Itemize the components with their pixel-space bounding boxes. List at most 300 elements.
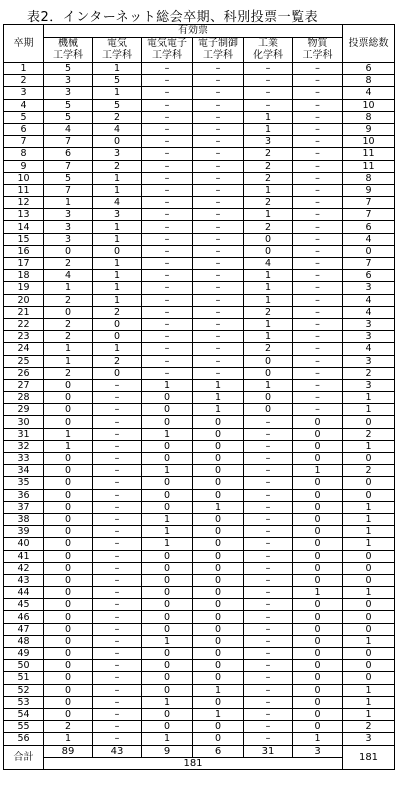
row-total-cell: 1 bbox=[343, 696, 395, 708]
vote-cell: 0 bbox=[44, 526, 93, 538]
table-row bbox=[4, 306, 395, 318]
vote-cell: 0 bbox=[142, 562, 193, 574]
row-total-cell: 3 bbox=[343, 355, 395, 367]
vote-cell: 0 bbox=[44, 684, 93, 696]
vote-cell: 0 bbox=[193, 623, 244, 635]
vote-cell: – bbox=[93, 733, 142, 745]
vote-cell: 0 bbox=[293, 708, 343, 720]
vote-cell: – bbox=[142, 160, 193, 172]
term-cell: 24 bbox=[4, 343, 44, 355]
vote-cell: 5 bbox=[44, 172, 93, 184]
vote-cell: – bbox=[142, 294, 193, 306]
vote-cell: 0 bbox=[293, 477, 343, 489]
vote-cell: 0 bbox=[142, 501, 193, 513]
term-cell: 3 bbox=[4, 87, 44, 99]
vote-cell: – bbox=[293, 355, 343, 367]
vote-cell: 0 bbox=[93, 136, 142, 148]
vote-cell: 1 bbox=[142, 733, 193, 745]
vote-cell: 2 bbox=[244, 172, 293, 184]
vote-cell: 0 bbox=[293, 489, 343, 501]
row-total-cell: 3 bbox=[343, 379, 395, 391]
row-total-cell: 1 bbox=[343, 635, 395, 647]
table-row bbox=[4, 233, 395, 245]
row-total-cell: 0 bbox=[343, 489, 395, 501]
vote-cell: 0 bbox=[44, 306, 93, 318]
row-total-cell: 0 bbox=[343, 574, 395, 586]
vote-cell: 0 bbox=[142, 489, 193, 501]
vote-cell: 0 bbox=[293, 428, 343, 440]
row-total-cell: 4 bbox=[343, 343, 395, 355]
vote-cell: 0 bbox=[193, 721, 244, 733]
table-row bbox=[4, 660, 395, 672]
vote-cell: – bbox=[93, 672, 142, 684]
term-cell: 14 bbox=[4, 221, 44, 233]
row-total-cell: 6 bbox=[343, 63, 395, 75]
vote-cell: 0 bbox=[44, 513, 93, 525]
row-total-cell: 2 bbox=[343, 721, 395, 733]
vote-cell: – bbox=[244, 538, 293, 550]
term-cell: 29 bbox=[4, 404, 44, 416]
vote-cell: 0 bbox=[293, 623, 343, 635]
vote-cell: 0 bbox=[44, 599, 93, 611]
total-cell: 6 bbox=[193, 745, 244, 757]
table-title: 表2．インターネット総会卒期、科別投票一覧表 bbox=[27, 10, 319, 25]
header-dept bbox=[142, 38, 193, 63]
vote-cell: – bbox=[244, 465, 293, 477]
vote-cell: – bbox=[93, 635, 142, 647]
vote-cell: 0 bbox=[142, 587, 193, 599]
vote-cell: – bbox=[193, 184, 244, 196]
vote-cell: 0 bbox=[44, 611, 93, 623]
header-dept-line2: 工学科 bbox=[152, 50, 182, 61]
vote-cell: 0 bbox=[293, 416, 343, 428]
table-row bbox=[4, 209, 395, 221]
vote-cell: – bbox=[293, 282, 343, 294]
vote-cell: – bbox=[193, 282, 244, 294]
vote-cell: 0 bbox=[142, 660, 193, 672]
vote-cell: – bbox=[244, 672, 293, 684]
vote-cell: 1 bbox=[93, 294, 142, 306]
table-row bbox=[4, 111, 395, 123]
vote-cell: 1 bbox=[44, 343, 93, 355]
total-cell: 43 bbox=[93, 745, 142, 757]
vote-cell: 4 bbox=[44, 123, 93, 135]
table-row bbox=[4, 343, 395, 355]
table-row bbox=[4, 538, 395, 550]
vote-cell: 3 bbox=[93, 209, 142, 221]
vote-cell: – bbox=[93, 428, 142, 440]
vote-cell: 1 bbox=[244, 331, 293, 343]
row-total-cell: 7 bbox=[343, 258, 395, 270]
term-cell: 2 bbox=[4, 75, 44, 87]
term-cell: 44 bbox=[4, 587, 44, 599]
vote-cell: 5 bbox=[44, 99, 93, 111]
vote-cell: 1 bbox=[293, 587, 343, 599]
vote-cell: – bbox=[244, 648, 293, 660]
vote-cell: 4 bbox=[244, 258, 293, 270]
vote-cell: 0 bbox=[142, 453, 193, 465]
vote-cell: – bbox=[244, 87, 293, 99]
vote-cell: 3 bbox=[244, 136, 293, 148]
vote-cell: – bbox=[293, 404, 343, 416]
table-row bbox=[4, 587, 395, 599]
vote-cell: 1 bbox=[142, 428, 193, 440]
row-total-cell: 1 bbox=[343, 526, 395, 538]
header-dept bbox=[293, 38, 343, 63]
vote-cell: – bbox=[93, 611, 142, 623]
table-row bbox=[4, 696, 395, 708]
term-cell: 28 bbox=[4, 392, 44, 404]
vote-cell: 0 bbox=[142, 599, 193, 611]
row-total-cell: 0 bbox=[343, 672, 395, 684]
vote-cell: 0 bbox=[44, 392, 93, 404]
vote-cell: 2 bbox=[44, 294, 93, 306]
row-total-cell: 0 bbox=[343, 453, 395, 465]
vote-cell: 1 bbox=[93, 172, 142, 184]
vote-cell: 2 bbox=[44, 258, 93, 270]
vote-cell: – bbox=[244, 733, 293, 745]
vote-cell: – bbox=[93, 404, 142, 416]
vote-cell: 0 bbox=[193, 660, 244, 672]
term-cell: 19 bbox=[4, 282, 44, 294]
vote-cell: 0 bbox=[293, 696, 343, 708]
table-row bbox=[4, 721, 395, 733]
vote-cell: – bbox=[293, 245, 343, 257]
term-cell: 18 bbox=[4, 270, 44, 282]
vote-cell: – bbox=[93, 392, 142, 404]
vote-cell: 4 bbox=[93, 123, 142, 135]
vote-cell: 0 bbox=[44, 708, 93, 720]
row-total-cell: 3 bbox=[343, 331, 395, 343]
row-total-cell: 9 bbox=[343, 123, 395, 135]
vote-cell: – bbox=[244, 513, 293, 525]
vote-cell: – bbox=[193, 209, 244, 221]
term-cell: 5 bbox=[4, 111, 44, 123]
vote-cell: – bbox=[293, 343, 343, 355]
table-row bbox=[4, 733, 395, 745]
vote-cell: – bbox=[244, 477, 293, 489]
vote-cell: 3 bbox=[44, 75, 93, 87]
table-row bbox=[4, 184, 395, 196]
vote-cell: – bbox=[93, 587, 142, 599]
vote-cell: – bbox=[142, 221, 193, 233]
table-row bbox=[4, 318, 395, 330]
vote-cell: – bbox=[193, 306, 244, 318]
vote-cell: 2 bbox=[44, 367, 93, 379]
term-cell: 39 bbox=[4, 526, 44, 538]
vote-cell: 5 bbox=[44, 63, 93, 75]
table-row bbox=[4, 331, 395, 343]
vote-cell: – bbox=[293, 270, 343, 282]
table-row bbox=[4, 294, 395, 306]
total-cell: 9 bbox=[142, 745, 193, 757]
vote-cell: 0 bbox=[293, 538, 343, 550]
vote-cell: 0 bbox=[142, 416, 193, 428]
header-dept bbox=[244, 38, 293, 63]
vote-cell: 0 bbox=[142, 684, 193, 696]
vote-cell: 1 bbox=[93, 63, 142, 75]
vote-cell: 0 bbox=[142, 672, 193, 684]
table-row bbox=[4, 477, 395, 489]
table-row bbox=[4, 258, 395, 270]
vote-cell: – bbox=[244, 708, 293, 720]
header-valid-group: 有効票 bbox=[44, 25, 343, 38]
row-total-cell: 10 bbox=[343, 99, 395, 111]
vote-cell: 1 bbox=[44, 197, 93, 209]
term-cell: 12 bbox=[4, 197, 44, 209]
vote-cell: 0 bbox=[44, 648, 93, 660]
valid-sum: 181 bbox=[44, 757, 343, 769]
vote-cell: 0 bbox=[44, 672, 93, 684]
row-total-cell: 1 bbox=[343, 538, 395, 550]
term-cell: 11 bbox=[4, 184, 44, 196]
vote-cell: 1 bbox=[293, 733, 343, 745]
vote-cell: 0 bbox=[193, 587, 244, 599]
vote-cell: – bbox=[244, 63, 293, 75]
vote-cell: 5 bbox=[44, 111, 93, 123]
row-total-cell: 2 bbox=[343, 428, 395, 440]
vote-cell: 0 bbox=[193, 538, 244, 550]
term-cell: 30 bbox=[4, 416, 44, 428]
vote-cell: – bbox=[142, 258, 193, 270]
vote-cell: 0 bbox=[293, 501, 343, 513]
vote-cell: – bbox=[142, 233, 193, 245]
vote-cell: – bbox=[93, 648, 142, 660]
vote-cell: 0 bbox=[293, 611, 343, 623]
vote-cell: 0 bbox=[93, 245, 142, 257]
vote-cell: – bbox=[93, 477, 142, 489]
table-row bbox=[4, 87, 395, 99]
vote-cell: – bbox=[93, 453, 142, 465]
vote-cell: 1 bbox=[93, 184, 142, 196]
vote-cell: 0 bbox=[193, 733, 244, 745]
row-total-cell: 1 bbox=[343, 708, 395, 720]
vote-cell: 0 bbox=[193, 599, 244, 611]
vote-cell: 0 bbox=[44, 538, 93, 550]
row-total-cell: 10 bbox=[343, 136, 395, 148]
table-row bbox=[4, 440, 395, 452]
vote-cell: – bbox=[193, 318, 244, 330]
vote-cell: – bbox=[193, 111, 244, 123]
vote-cell: – bbox=[193, 136, 244, 148]
term-cell: 49 bbox=[4, 648, 44, 660]
vote-cell: 1 bbox=[142, 696, 193, 708]
vote-cell: – bbox=[142, 331, 193, 343]
vote-cell: – bbox=[142, 209, 193, 221]
header-dept-line1: 機械 bbox=[58, 38, 78, 49]
vote-cell: – bbox=[142, 136, 193, 148]
vote-cell: – bbox=[193, 331, 244, 343]
row-total-cell: 3 bbox=[343, 733, 395, 745]
vote-cell: 1 bbox=[193, 501, 244, 513]
vote-cell: 0 bbox=[193, 453, 244, 465]
row-total-cell: 1 bbox=[343, 513, 395, 525]
vote-cell: 1 bbox=[244, 318, 293, 330]
vote-cell: 1 bbox=[193, 684, 244, 696]
vote-cell: 0 bbox=[142, 574, 193, 586]
total-cell: 89 bbox=[44, 745, 93, 757]
term-cell: 33 bbox=[4, 453, 44, 465]
vote-cell: 0 bbox=[44, 379, 93, 391]
vote-cell: 1 bbox=[244, 184, 293, 196]
vote-cell: 4 bbox=[44, 270, 93, 282]
vote-cell: 0 bbox=[293, 648, 343, 660]
table-row bbox=[4, 123, 395, 135]
vote-cell: – bbox=[142, 172, 193, 184]
vote-cell: – bbox=[244, 562, 293, 574]
vote-cell: – bbox=[293, 148, 343, 160]
vote-cell: 1 bbox=[142, 379, 193, 391]
term-cell: 15 bbox=[4, 233, 44, 245]
table-row bbox=[4, 708, 395, 720]
table-row bbox=[4, 489, 395, 501]
vote-cell: – bbox=[93, 684, 142, 696]
row-total-cell: 0 bbox=[343, 562, 395, 574]
table-row bbox=[4, 282, 395, 294]
row-total-cell: 0 bbox=[343, 477, 395, 489]
vote-cell: 3 bbox=[44, 87, 93, 99]
vote-cell: 1 bbox=[142, 538, 193, 550]
vote-cell: 1 bbox=[142, 526, 193, 538]
table-row bbox=[4, 513, 395, 525]
vote-cell: 1 bbox=[244, 294, 293, 306]
vote-table bbox=[3, 24, 395, 770]
row-total-cell: 4 bbox=[343, 294, 395, 306]
table-row bbox=[4, 221, 395, 233]
header-dept-line2: 工学科 bbox=[102, 50, 132, 61]
table-row bbox=[4, 428, 395, 440]
vote-cell: – bbox=[93, 440, 142, 452]
vote-cell: – bbox=[244, 635, 293, 647]
term-cell: 9 bbox=[4, 160, 44, 172]
vote-cell: 1 bbox=[244, 282, 293, 294]
vote-cell: 2 bbox=[244, 148, 293, 160]
term-cell: 17 bbox=[4, 258, 44, 270]
vote-cell: 6 bbox=[44, 148, 93, 160]
vote-cell: – bbox=[142, 111, 193, 123]
vote-cell: 1 bbox=[244, 209, 293, 221]
vote-cell: – bbox=[193, 270, 244, 282]
vote-cell: – bbox=[93, 708, 142, 720]
vote-cell: – bbox=[244, 440, 293, 452]
vote-cell: – bbox=[293, 306, 343, 318]
header-dept bbox=[93, 38, 142, 63]
vote-cell: – bbox=[244, 623, 293, 635]
vote-cell: – bbox=[93, 416, 142, 428]
vote-cell: – bbox=[193, 148, 244, 160]
vote-cell: 0 bbox=[44, 587, 93, 599]
row-total-cell: 6 bbox=[343, 221, 395, 233]
vote-cell: – bbox=[93, 465, 142, 477]
totals-label: 合計 bbox=[4, 745, 44, 769]
vote-cell: 0 bbox=[44, 635, 93, 647]
vote-cell: – bbox=[93, 379, 142, 391]
vote-cell: – bbox=[142, 282, 193, 294]
vote-cell: – bbox=[293, 367, 343, 379]
vote-cell: 1 bbox=[244, 379, 293, 391]
vote-cell: – bbox=[193, 87, 244, 99]
term-cell: 37 bbox=[4, 501, 44, 513]
vote-cell: 0 bbox=[244, 245, 293, 257]
row-total-cell: 6 bbox=[343, 270, 395, 282]
header-dept-line1: 電気電子 bbox=[147, 38, 187, 49]
row-total-cell: 0 bbox=[343, 611, 395, 623]
term-cell: 45 bbox=[4, 599, 44, 611]
table-row bbox=[4, 550, 395, 562]
vote-cell: – bbox=[193, 355, 244, 367]
term-cell: 47 bbox=[4, 623, 44, 635]
table-row bbox=[4, 623, 395, 635]
header-dept bbox=[44, 38, 93, 63]
term-cell: 8 bbox=[4, 148, 44, 160]
vote-cell: – bbox=[193, 343, 244, 355]
row-total-cell: 0 bbox=[343, 599, 395, 611]
table-row bbox=[4, 197, 395, 209]
table-row bbox=[4, 648, 395, 660]
vote-cell: 0 bbox=[244, 392, 293, 404]
vote-cell: – bbox=[142, 245, 193, 257]
vote-cell: 0 bbox=[142, 611, 193, 623]
vote-cell: 0 bbox=[142, 623, 193, 635]
row-total-cell: 2 bbox=[343, 465, 395, 477]
vote-cell: 0 bbox=[44, 660, 93, 672]
vote-cell: 1 bbox=[44, 428, 93, 440]
term-cell: 52 bbox=[4, 684, 44, 696]
term-cell: 1 bbox=[4, 63, 44, 75]
vote-cell: 1 bbox=[244, 123, 293, 135]
row-total-cell: 1 bbox=[343, 440, 395, 452]
vote-cell: 0 bbox=[44, 623, 93, 635]
vote-cell: – bbox=[93, 721, 142, 733]
table-row bbox=[4, 684, 395, 696]
term-cell: 51 bbox=[4, 672, 44, 684]
term-cell: 55 bbox=[4, 721, 44, 733]
table-row bbox=[4, 501, 395, 513]
vote-cell: – bbox=[293, 221, 343, 233]
row-total-cell: 11 bbox=[343, 148, 395, 160]
vote-cell: – bbox=[193, 123, 244, 135]
term-cell: 36 bbox=[4, 489, 44, 501]
term-cell: 27 bbox=[4, 379, 44, 391]
vote-cell: 2 bbox=[44, 721, 93, 733]
table-row bbox=[4, 562, 395, 574]
vote-cell: – bbox=[244, 526, 293, 538]
vote-cell: – bbox=[244, 75, 293, 87]
vote-cell: 0 bbox=[193, 648, 244, 660]
vote-cell: – bbox=[193, 99, 244, 111]
vote-cell: 0 bbox=[44, 501, 93, 513]
row-total-cell: 4 bbox=[343, 87, 395, 99]
term-cell: 20 bbox=[4, 294, 44, 306]
vote-cell: 1 bbox=[244, 270, 293, 282]
vote-cell: – bbox=[244, 550, 293, 562]
vote-cell: – bbox=[93, 489, 142, 501]
vote-cell: 0 bbox=[44, 453, 93, 465]
vote-cell: 0 bbox=[193, 562, 244, 574]
vote-cell: 0 bbox=[142, 404, 193, 416]
vote-cell: – bbox=[142, 63, 193, 75]
row-total-cell: 1 bbox=[343, 392, 395, 404]
total-cell: 31 bbox=[244, 745, 293, 757]
vote-cell: 0 bbox=[193, 696, 244, 708]
vote-cell: 0 bbox=[93, 318, 142, 330]
row-total-cell: 8 bbox=[343, 111, 395, 123]
vote-cell: – bbox=[244, 587, 293, 599]
term-cell: 6 bbox=[4, 123, 44, 135]
row-total-cell: 2 bbox=[343, 367, 395, 379]
term-cell: 7 bbox=[4, 136, 44, 148]
table-row bbox=[4, 245, 395, 257]
